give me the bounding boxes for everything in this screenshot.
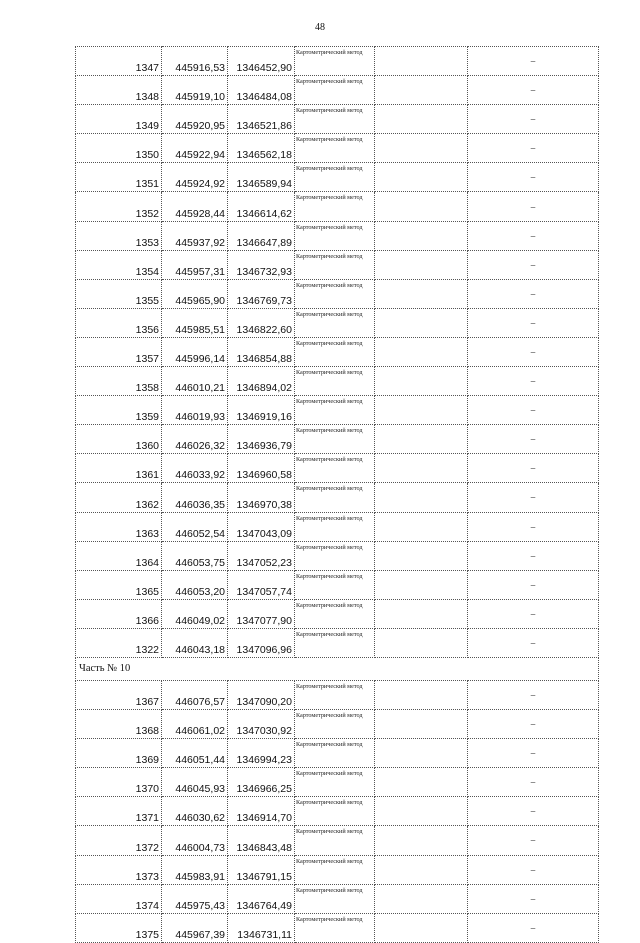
section-title: Часть № 10 — [76, 657, 599, 680]
empty-cell — [375, 512, 468, 541]
method-label: Картометрический метод — [295, 396, 375, 425]
empty-cell — [375, 768, 468, 797]
coordinate-y: 1347057,74 — [228, 570, 295, 599]
coordinate-y: 1347052,23 — [228, 541, 295, 570]
dash-cell: – — [468, 739, 599, 768]
empty-cell — [375, 76, 468, 105]
point-number: 1355 — [76, 279, 162, 308]
coordinate-x: 446004,73 — [162, 826, 228, 855]
dash-cell: – — [468, 425, 599, 454]
dash-cell: – — [468, 454, 599, 483]
table-row — [76, 250, 599, 279]
method-label: Картометрический метод — [295, 541, 375, 570]
coordinate-x: 446052,54 — [162, 512, 228, 541]
coordinate-y: 1346614,62 — [228, 192, 295, 221]
method-label: Картометрический метод — [295, 105, 375, 134]
coordinate-x: 445924,92 — [162, 163, 228, 192]
dash-cell: – — [468, 192, 599, 221]
dash-cell: – — [468, 599, 599, 628]
point-number: 1357 — [76, 337, 162, 366]
coordinate-y: 1346484,08 — [228, 76, 295, 105]
dash-cell: – — [468, 47, 599, 76]
coordinate-x: 445967,39 — [162, 913, 228, 942]
coordinate-x: 445919,10 — [162, 76, 228, 105]
dash-cell: – — [468, 855, 599, 884]
point-number: 1365 — [76, 570, 162, 599]
dash-cell: – — [468, 628, 599, 657]
method-label: Картометрический метод — [295, 680, 375, 709]
method-label: Картометрический метод — [295, 134, 375, 163]
method-label: Картометрический метод — [295, 913, 375, 942]
dash-cell: – — [468, 768, 599, 797]
table-row — [76, 628, 599, 657]
dash-cell: – — [468, 396, 599, 425]
table-row — [76, 192, 599, 221]
empty-cell — [375, 105, 468, 134]
table-row — [76, 425, 599, 454]
point-number: 1359 — [76, 396, 162, 425]
method-label: Картометрический метод — [295, 454, 375, 483]
coordinate-x: 445920,95 — [162, 105, 228, 134]
point-number: 1370 — [76, 768, 162, 797]
table-row — [76, 76, 599, 105]
table-row — [76, 337, 599, 366]
dash-cell: – — [468, 367, 599, 396]
coordinate-x: 445928,44 — [162, 192, 228, 221]
coordinate-y: 1347043,09 — [228, 512, 295, 541]
coordinate-y: 1346966,25 — [228, 768, 295, 797]
dash-cell: – — [468, 570, 599, 599]
coordinate-x: 445937,92 — [162, 221, 228, 250]
coordinate-x: 446033,92 — [162, 454, 228, 483]
table-row — [76, 512, 599, 541]
coordinate-y: 1346647,89 — [228, 221, 295, 250]
method-label: Картометрический метод — [295, 483, 375, 512]
coordinate-x: 446061,02 — [162, 710, 228, 739]
empty-cell — [375, 541, 468, 570]
empty-cell — [375, 884, 468, 913]
dash-cell: – — [468, 105, 599, 134]
dash-cell: – — [468, 680, 599, 709]
table-row — [76, 221, 599, 250]
coordinate-y: 1346894,02 — [228, 367, 295, 396]
method-label: Картометрический метод — [295, 337, 375, 366]
method-label: Картометрический метод — [295, 570, 375, 599]
coordinate-y: 1347077,90 — [228, 599, 295, 628]
empty-cell — [375, 250, 468, 279]
coordinate-x: 445957,31 — [162, 250, 228, 279]
empty-cell — [375, 425, 468, 454]
point-number: 1354 — [76, 250, 162, 279]
point-number: 1367 — [76, 680, 162, 709]
empty-cell — [375, 47, 468, 76]
dash-cell: – — [468, 134, 599, 163]
table-row — [76, 105, 599, 134]
coordinate-y: 1346732,93 — [228, 250, 295, 279]
coordinate-y: 1346764,49 — [228, 884, 295, 913]
table-row — [76, 367, 599, 396]
dash-cell: – — [468, 913, 599, 942]
point-number: 1373 — [76, 855, 162, 884]
method-label: Картометрический метод — [295, 710, 375, 739]
dash-cell: – — [468, 797, 599, 826]
point-number: 1372 — [76, 826, 162, 855]
table-row — [76, 47, 599, 76]
coordinate-y: 1347090,20 — [228, 680, 295, 709]
empty-cell — [375, 134, 468, 163]
dash-cell: – — [468, 308, 599, 337]
point-number: 1348 — [76, 76, 162, 105]
table-row — [76, 768, 599, 797]
coordinate-x: 445922,94 — [162, 134, 228, 163]
method-label: Картометрический метод — [295, 192, 375, 221]
empty-cell — [375, 710, 468, 739]
empty-cell — [375, 739, 468, 768]
point-number: 1369 — [76, 739, 162, 768]
dash-cell: – — [468, 826, 599, 855]
method-label: Картометрический метод — [295, 768, 375, 797]
point-number: 1358 — [76, 367, 162, 396]
point-number: 1351 — [76, 163, 162, 192]
table-row — [76, 913, 599, 942]
method-label: Картометрический метод — [295, 163, 375, 192]
table-row — [76, 884, 599, 913]
point-number: 1352 — [76, 192, 162, 221]
table-row — [76, 739, 599, 768]
empty-cell — [375, 599, 468, 628]
point-number: 1374 — [76, 884, 162, 913]
table-row — [76, 826, 599, 855]
coordinate-y: 1346936,79 — [228, 425, 295, 454]
table-row — [76, 396, 599, 425]
table-row — [76, 541, 599, 570]
coordinate-x: 445983,91 — [162, 855, 228, 884]
empty-cell — [375, 454, 468, 483]
coordinate-x: 446036,35 — [162, 483, 228, 512]
coordinate-y: 1346521,86 — [228, 105, 295, 134]
table-row — [76, 163, 599, 192]
empty-cell — [375, 396, 468, 425]
point-number: 1366 — [76, 599, 162, 628]
method-label: Картометрический метод — [295, 797, 375, 826]
coordinate-y: 1346822,60 — [228, 308, 295, 337]
empty-cell — [375, 163, 468, 192]
coordinate-y: 1346843,48 — [228, 826, 295, 855]
table-row — [76, 134, 599, 163]
coordinate-x: 445965,90 — [162, 279, 228, 308]
method-label: Картометрический метод — [295, 76, 375, 105]
table-row — [76, 599, 599, 628]
empty-cell — [375, 628, 468, 657]
page-number: 48 — [315, 22, 325, 33]
dash-cell: – — [468, 483, 599, 512]
empty-cell — [375, 855, 468, 884]
coordinate-y: 1346919,16 — [228, 396, 295, 425]
coordinate-x: 445975,43 — [162, 884, 228, 913]
coordinate-y: 1346914,70 — [228, 797, 295, 826]
table-row — [76, 797, 599, 826]
table-row — [76, 570, 599, 599]
dash-cell: – — [468, 710, 599, 739]
coordinate-x: 445985,51 — [162, 308, 228, 337]
coordinate-y: 1347096,96 — [228, 628, 295, 657]
coordinate-y: 1346731,11 — [228, 913, 295, 942]
point-number: 1347 — [76, 47, 162, 76]
point-number: 1356 — [76, 308, 162, 337]
coordinate-y: 1346589,94 — [228, 163, 295, 192]
method-label: Картометрический метод — [295, 308, 375, 337]
coordinate-y: 1346791,15 — [228, 855, 295, 884]
empty-cell — [375, 367, 468, 396]
method-label: Картометрический метод — [295, 425, 375, 454]
method-label: Картометрический метод — [295, 250, 375, 279]
coordinate-y: 1346769,73 — [228, 279, 295, 308]
coordinate-x: 445996,14 — [162, 337, 228, 366]
coordinate-x: 446010,21 — [162, 367, 228, 396]
empty-cell — [375, 826, 468, 855]
dash-cell: – — [468, 279, 599, 308]
dash-cell: – — [468, 76, 599, 105]
coordinate-x: 446051,44 — [162, 739, 228, 768]
table-row — [76, 483, 599, 512]
method-label: Картометрический метод — [295, 628, 375, 657]
empty-cell — [375, 279, 468, 308]
empty-cell — [375, 221, 468, 250]
empty-cell — [375, 570, 468, 599]
table-row — [76, 710, 599, 739]
method-label: Картометрический метод — [295, 884, 375, 913]
point-number: 1360 — [76, 425, 162, 454]
point-number: 1364 — [76, 541, 162, 570]
method-label: Картометрический метод — [295, 826, 375, 855]
coordinate-x: 446053,75 — [162, 541, 228, 570]
method-label: Картометрический метод — [295, 599, 375, 628]
method-label: Картометрический метод — [295, 221, 375, 250]
point-number: 1322 — [76, 628, 162, 657]
dash-cell: – — [468, 512, 599, 541]
method-label: Картометрический метод — [295, 47, 375, 76]
coordinate-x: 446045,93 — [162, 768, 228, 797]
coordinate-x: 446076,57 — [162, 680, 228, 709]
coordinates-table-body — [76, 47, 599, 943]
point-number: 1350 — [76, 134, 162, 163]
dash-cell: – — [468, 337, 599, 366]
point-number: 1349 — [76, 105, 162, 134]
coordinate-x: 446049,02 — [162, 599, 228, 628]
coordinate-x: 446053,20 — [162, 570, 228, 599]
dash-cell: – — [468, 163, 599, 192]
coordinate-y: 1346994,23 — [228, 739, 295, 768]
coordinate-y: 1346562,18 — [228, 134, 295, 163]
coordinates-table — [75, 46, 599, 943]
empty-cell — [375, 192, 468, 221]
empty-cell — [375, 483, 468, 512]
empty-cell — [375, 680, 468, 709]
table-row — [76, 279, 599, 308]
method-label: Картометрический метод — [295, 512, 375, 541]
coordinate-x: 446030,62 — [162, 797, 228, 826]
table-row — [76, 454, 599, 483]
empty-cell — [375, 913, 468, 942]
coordinate-x: 446019,93 — [162, 396, 228, 425]
section-row — [76, 657, 599, 680]
coordinate-y: 1346452,90 — [228, 47, 295, 76]
empty-cell — [375, 308, 468, 337]
empty-cell — [375, 797, 468, 826]
table-row — [76, 680, 599, 709]
coordinate-y: 1347030,92 — [228, 710, 295, 739]
dash-cell: – — [468, 250, 599, 279]
point-number: 1363 — [76, 512, 162, 541]
point-number: 1362 — [76, 483, 162, 512]
coordinate-y: 1346854,88 — [228, 337, 295, 366]
coordinate-x: 446026,32 — [162, 425, 228, 454]
empty-cell — [375, 337, 468, 366]
coordinate-y: 1346970,38 — [228, 483, 295, 512]
method-label: Картометрический метод — [295, 367, 375, 396]
point-number: 1368 — [76, 710, 162, 739]
method-label: Картометрический метод — [295, 739, 375, 768]
coordinate-x: 445916,53 — [162, 47, 228, 76]
point-number: 1371 — [76, 797, 162, 826]
table-row — [76, 855, 599, 884]
coordinate-x: 446043,18 — [162, 628, 228, 657]
point-number: 1353 — [76, 221, 162, 250]
method-label: Картометрический метод — [295, 855, 375, 884]
method-label: Картометрический метод — [295, 279, 375, 308]
dash-cell: – — [468, 221, 599, 250]
point-number: 1375 — [76, 913, 162, 942]
dash-cell: – — [468, 884, 599, 913]
dash-cell: – — [468, 541, 599, 570]
coordinate-y: 1346960,58 — [228, 454, 295, 483]
point-number: 1361 — [76, 454, 162, 483]
table-row — [76, 308, 599, 337]
